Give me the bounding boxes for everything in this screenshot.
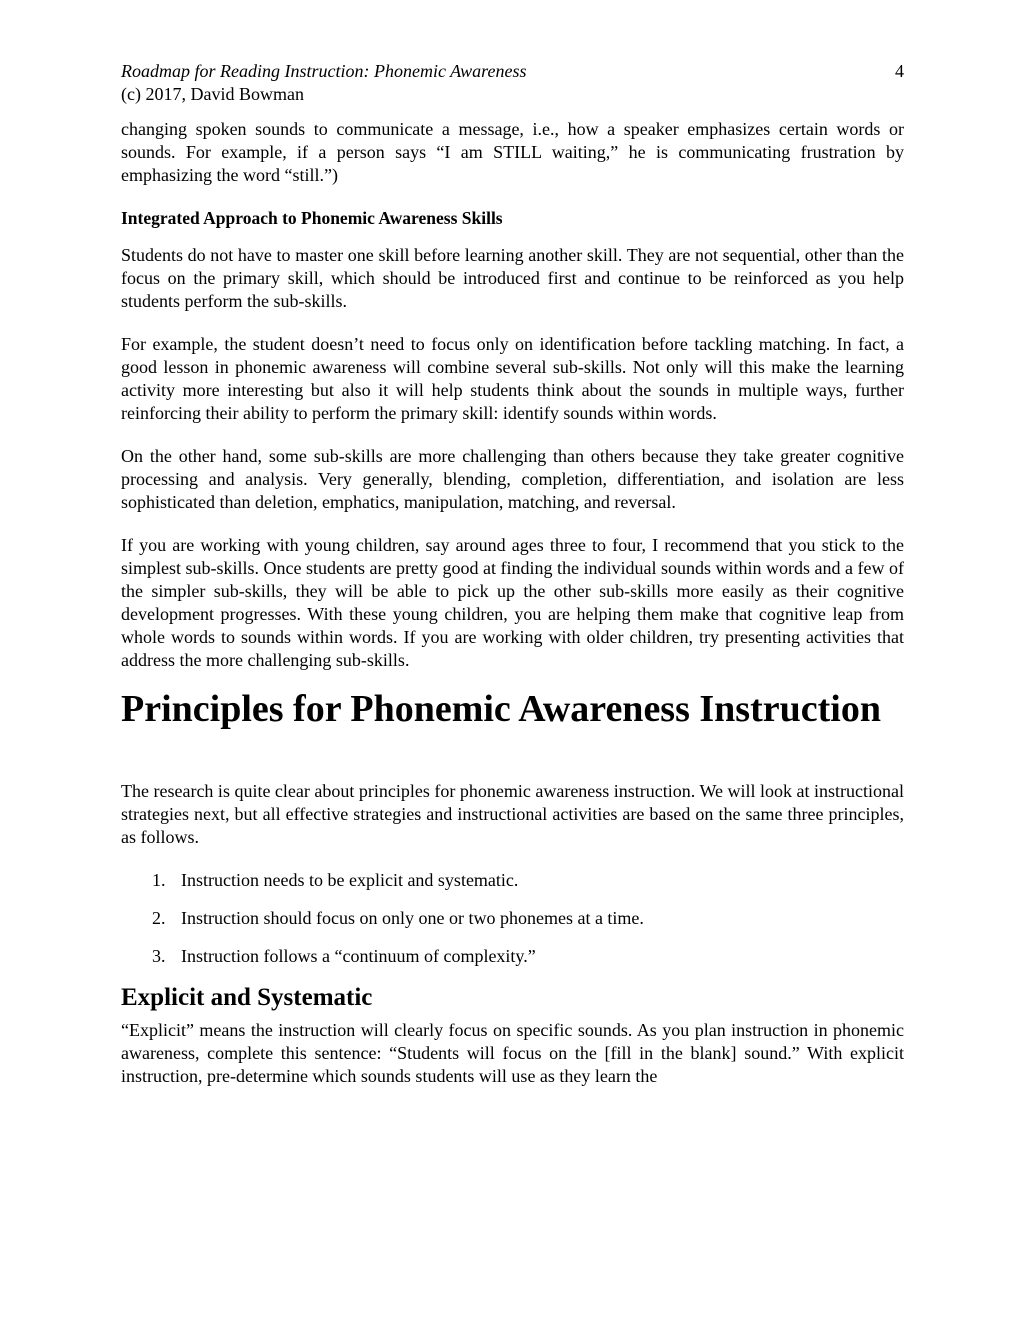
heading-principles: Principles for Phonemic Awareness Instruction — [121, 688, 881, 730]
list-number: 2. — [152, 908, 166, 928]
list-number: 1. — [152, 870, 166, 890]
heading-explicit-systematic: Explicit and Systematic — [121, 984, 373, 1011]
paragraph-continued: changing spoken sounds to communicate a message, i.e., how a speaker emphasizes certain words or sounds. For example, if a person says “I am STILL waiting,” he is communicating frustration by emphasizing the word “still.”) — [121, 119, 904, 185]
paragraph-research: The research is quite clear about principles for phonemic awareness instruction. We will look at instructional strategies next, but all effective strategies and instructional activities are based on the same three principles, as follows. — [121, 781, 904, 847]
paragraph-young-children: If you are working with young children, say around ages three to four, I recommend that you stick to the simplest sub-skills. Once students are pretty good at finding the individual sounds within words and a few of the simpler sub-skills, they will be able to pick up the other sub-skills more easily as their cognitive development progresses. With these young children, you are helping them make that cognitive leap from whole words to sounds within words. If you are working with older children, try presenting activities that address the more challenging sub-skills. — [121, 535, 904, 670]
page-number: 4 — [895, 61, 904, 81]
subheading-integrated-approach: Integrated Approach to Phonemic Awareness Skills — [121, 208, 503, 228]
principles-list — [121, 869, 904, 968]
header-title: Roadmap for Reading Instruction: Phonemic Awareness — [121, 61, 527, 81]
list-text: Instruction should focus on only one or two phonemes at a time. — [181, 908, 644, 928]
list-text: Instruction needs to be explicit and systematic. — [181, 870, 519, 890]
list-item — [121, 907, 904, 930]
running-header — [121, 60, 904, 83]
header-copyright: (c) 2017, David Bowman — [121, 84, 304, 104]
paragraph-explicit: “Explicit” means the instruction will clearly focus on specific sounds. As you plan instruction in phonemic awareness, complete this sentence: “Students will focus on the [fill in the blank] sound.” With explicit instruction, pre-determine which sounds students will use as they learn the — [121, 1020, 904, 1086]
paragraph-example: For example, the student doesn’t need to focus only on identification before tackling matching. In fact, a good lesson in phonemic awareness will combine several sub-skills. Not only will this make the learning activity more interesting but also it will help students think about the sounds in multiple ways, further reinforcing their ability to perform the primary skill: identify sounds within words. — [121, 334, 904, 423]
list-text: Instruction follows a “continuum of complexity.” — [181, 946, 536, 966]
paragraph-sequential: Students do not have to master one skill before learning another skill. They are not sequential, other than the focus on the primary skill, which should be introduced first and continue to be reinforced as you help students perform the sub-skills. — [121, 245, 904, 311]
list-item — [121, 869, 904, 892]
list-number: 3. — [152, 946, 166, 966]
paragraph-challenging: On the other hand, some sub-skills are more challenging than others because they take greater cognitive processing and analysis. Very generally, blending, completion, differentiation, and isolation are less sophisticated than deletion, emphatics, manipulation, matching, and reversal. — [121, 446, 904, 512]
list-item — [121, 945, 904, 968]
document-page — [121, 60, 904, 1108]
